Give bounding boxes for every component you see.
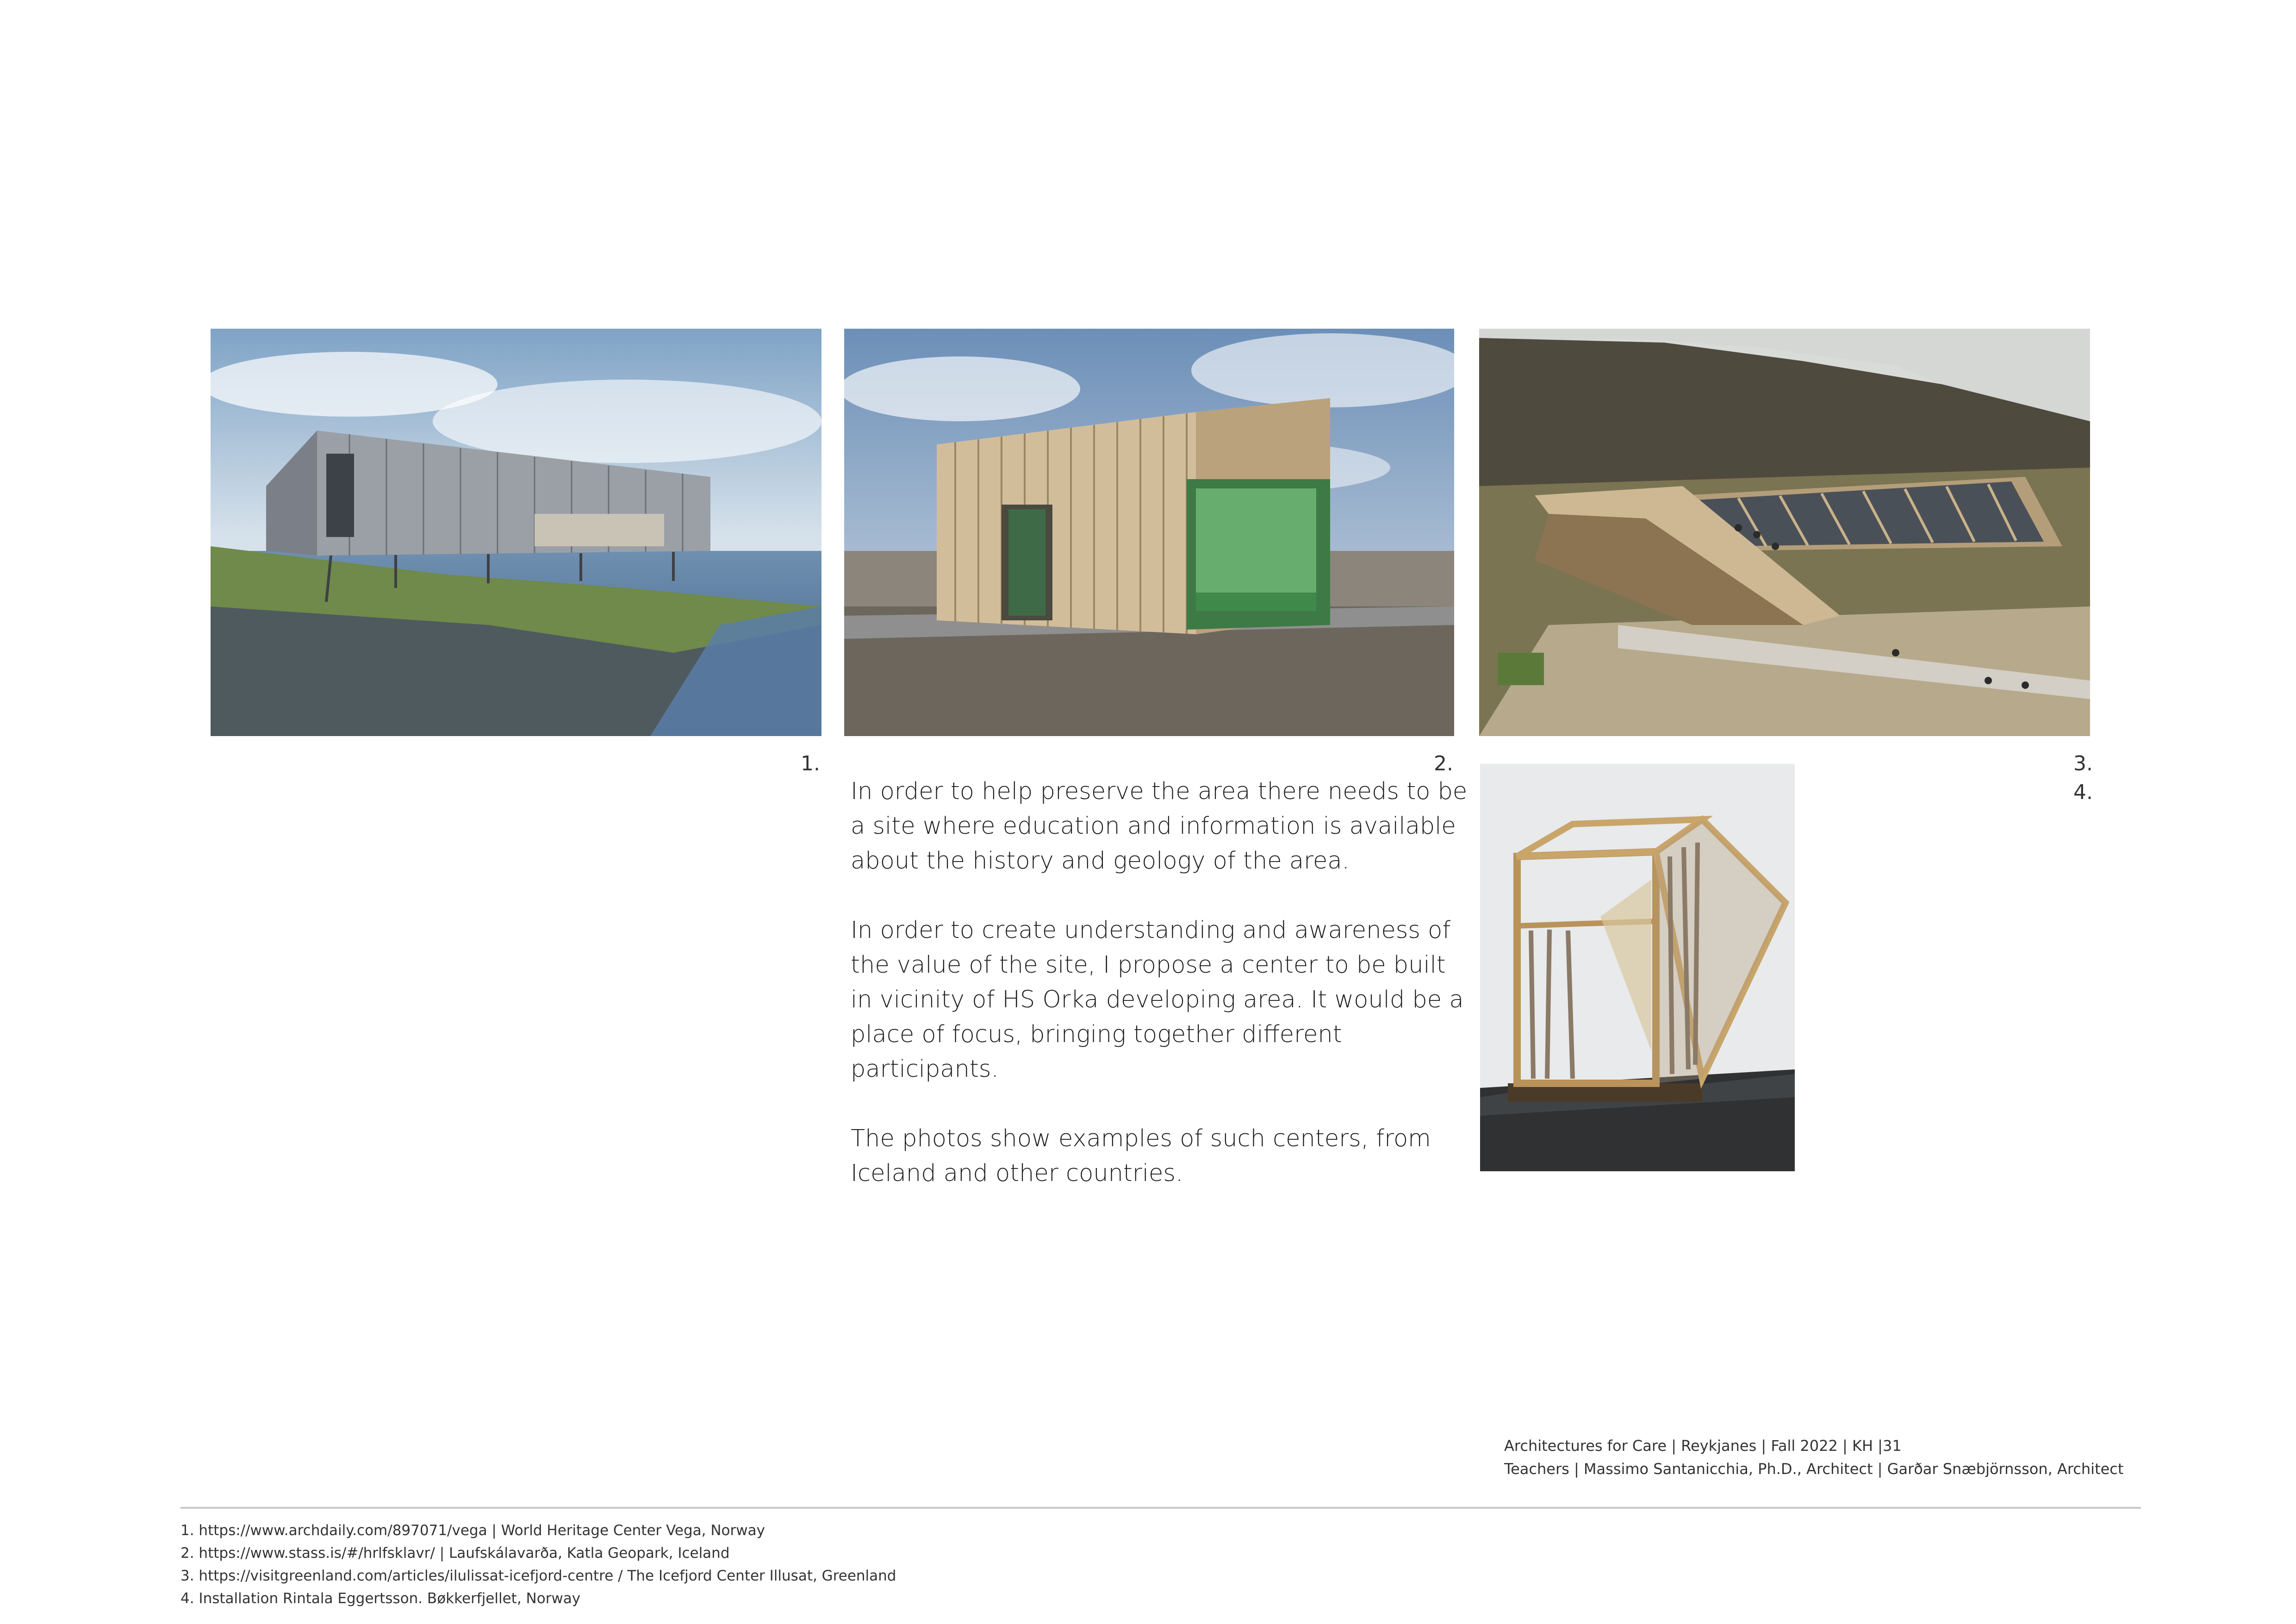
photo-icefjord-center	[1479, 329, 2090, 736]
image-number-2: 2.	[1434, 752, 1453, 775]
body-text	[851, 774, 1471, 1191]
body-paragraph-3: The photos show examples of such centers, from Iceland and other countries.	[851, 1125, 1431, 1187]
reference-1: 1. https://www.archdaily.com/897071/vega | World Heritage Center Vega, Norway	[180, 1522, 765, 1539]
image-number-4: 4.	[2073, 781, 2093, 804]
body-paragraph-1: In order to help preserve the area there needs to be a site where education and information is available about the history and geology of the area.	[851, 778, 1468, 874]
photo-rintala-installation	[1480, 764, 1795, 1171]
course-info	[1504, 1434, 2152, 1480]
image-number-3: 3.	[2073, 752, 2093, 775]
references-list	[180, 1519, 1384, 1610]
course-info-line-2: Teachers | Massimo Santanicchia, Ph.D., Architect | Garðar Snæbjörnsson, Architect	[1504, 1460, 2124, 1478]
photo-laufskalavarda	[844, 329, 1454, 736]
reference-4: 4. Installation Rintala Eggertsson. Bøkkerfjellet, Norway	[180, 1590, 581, 1607]
body-paragraph-2: In order to create understanding and awareness of the value of the site, I propose a center to be built in vicinity of HS Orka developing area. It would be a place of focus, bringing together different participants.	[851, 917, 1464, 1083]
reference-3: 3. https://visitgreenland.com/articles/ilulissat-icefjord-centre / The Icefjord Center Illusat, Greenland	[180, 1568, 896, 1584]
course-info-line-1: Architectures for Care | Reykjanes | Fall 2022 | KH |31	[1504, 1437, 1902, 1455]
photo-vega-center	[211, 329, 821, 736]
reference-2: 2. https://www.stass.is/#/hrlfsklavr/ | Laufskálavarða, Katla Geopark, Iceland	[180, 1545, 730, 1562]
image-number-1: 1.	[801, 752, 820, 775]
footer-divider	[180, 1507, 2141, 1509]
